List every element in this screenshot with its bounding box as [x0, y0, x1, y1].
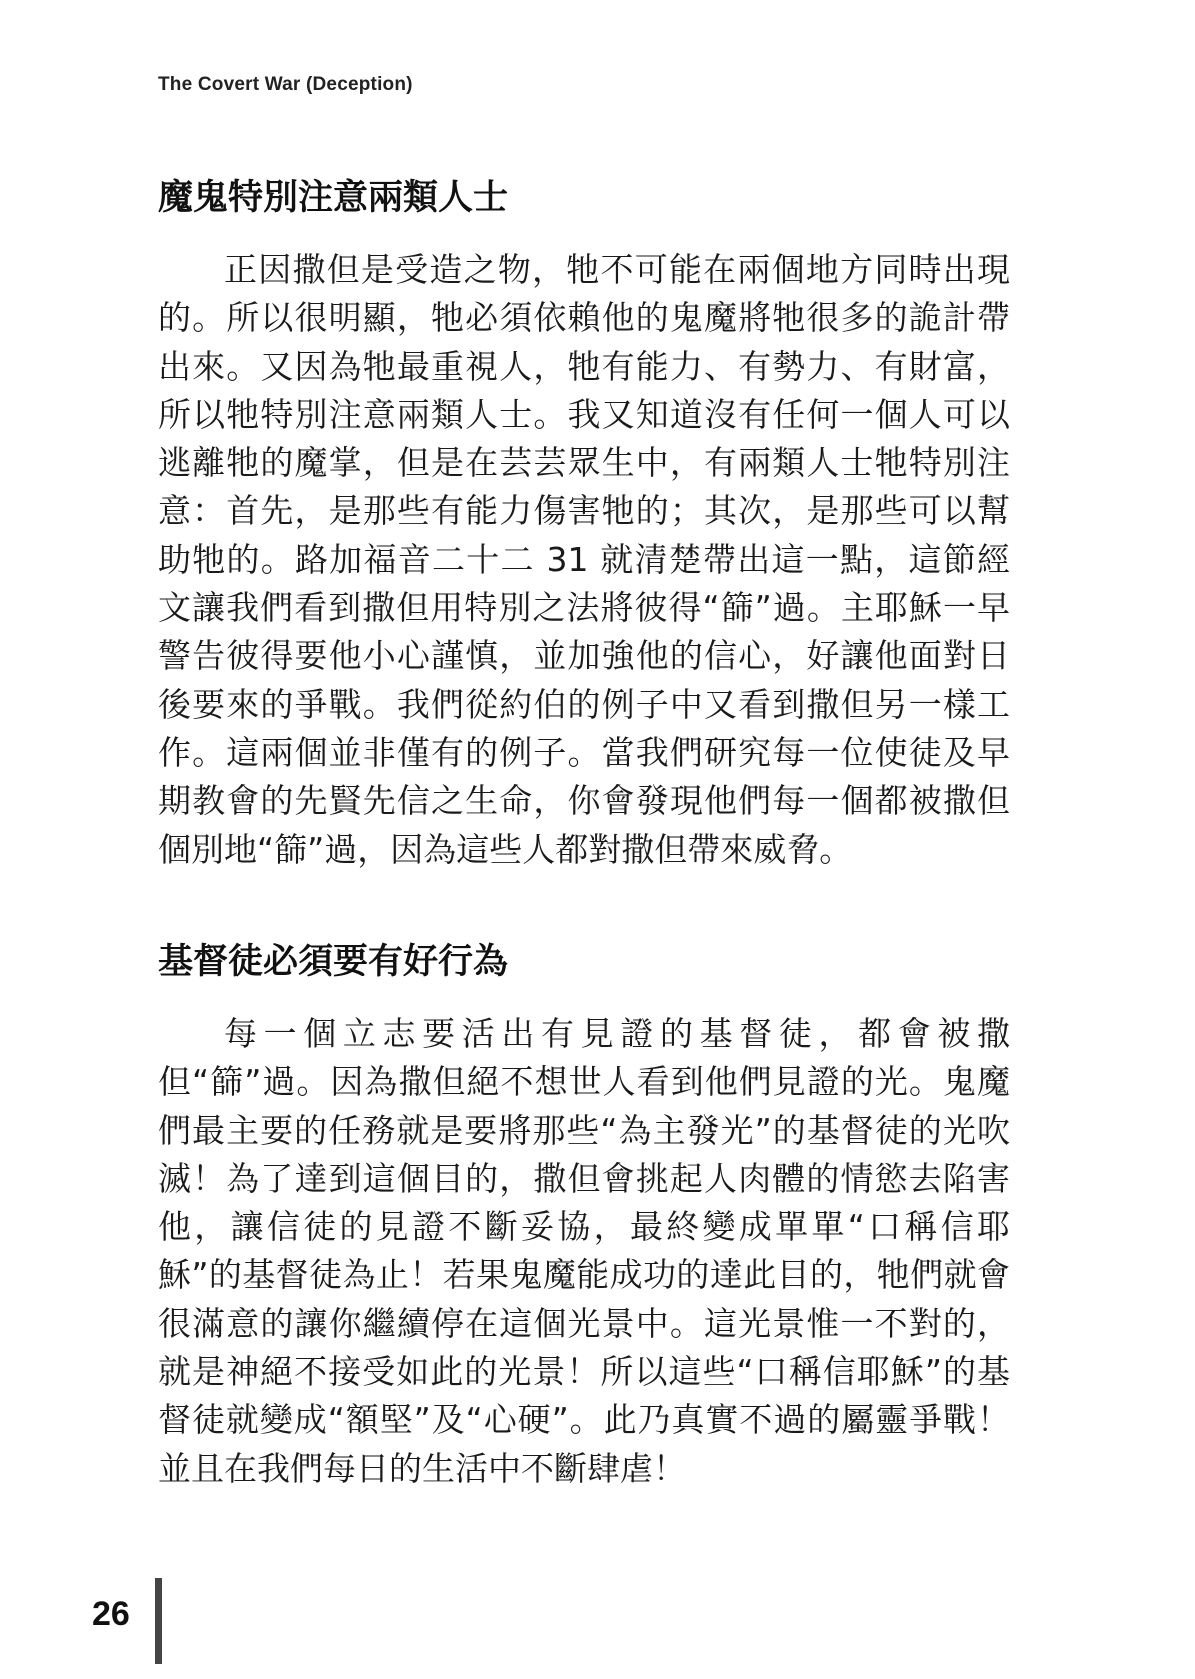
running-header: The Covert War (Deception)	[158, 74, 413, 95]
page-number: 26	[92, 1595, 130, 1633]
section-paragraph: 正因撒但是受造之物，牠不可能在兩個地方同時出現的。所以很明顯，牠必須依賴他的鬼魔將牠很多的詭計帶出來。又因為牠最重視人，牠有能力、有勢力、有財富，所以牠特別注意兩類人士。我又知道沒有任何一個人可以逃離牠的魔掌，但是在芸芸眾生中，有兩類人士牠特別注意：首先，是那些有能力傷害牠的；其次，是那些可以幫助牠的。路加福音二十二 31 就清楚帶出這一點，這節經文讓我們看到撒但用特別之法將彼得“篩”過。主耶穌一早警告彼得要他小心謹慎，並加強他的信心，好讓他面對日後要來的爭戰。我們從約伯的例子中又看到撒但另一樣工作。這兩個並非僅有的例子。當我們研究每一位使徒及早期教會的先賢先信之生命，你會發現他們每一個都被撒但個別地“篩”過，因為這些人都對撒但帶來威脅。	[158, 250, 1010, 869]
footer-divider	[155, 1578, 162, 1664]
section-paragraph: 每一個立志要活出有見證的基督徒，都會被撒但“篩”過。因為撒但絕不想世人看到他們見證的光。鬼魔們最主要的任務就是要將那些“為主發光”的基督徒的光吹滅！為了達到這個目的，撒但會挑起人肉體的情慾去陷害他，讓信徒的見證不斷妥協，最終變成單單“口稱信耶穌”的基督徒為止！若果鬼魔能成功的達此目的，牠們就會很滿意的讓你繼續停在這個光景中。這光景惟一不對的，就是神絕不接受如此的光景！所以這些“口稱信耶穌”的基督徒就變成“額堅”及“心硬”。此乃真實不過的屬靈爭戰！並且在我們每日的生活中不斷肆虐！	[158, 1014, 1010, 1488]
section-heading: 魔鬼特別注意兩類人士	[158, 178, 509, 218]
section-satan-watches-two-groups	[158, 176, 1010, 874]
section-christian-good-conduct	[158, 940, 1010, 1493]
section-heading: 基督徒必須要有好行為	[158, 942, 509, 982]
